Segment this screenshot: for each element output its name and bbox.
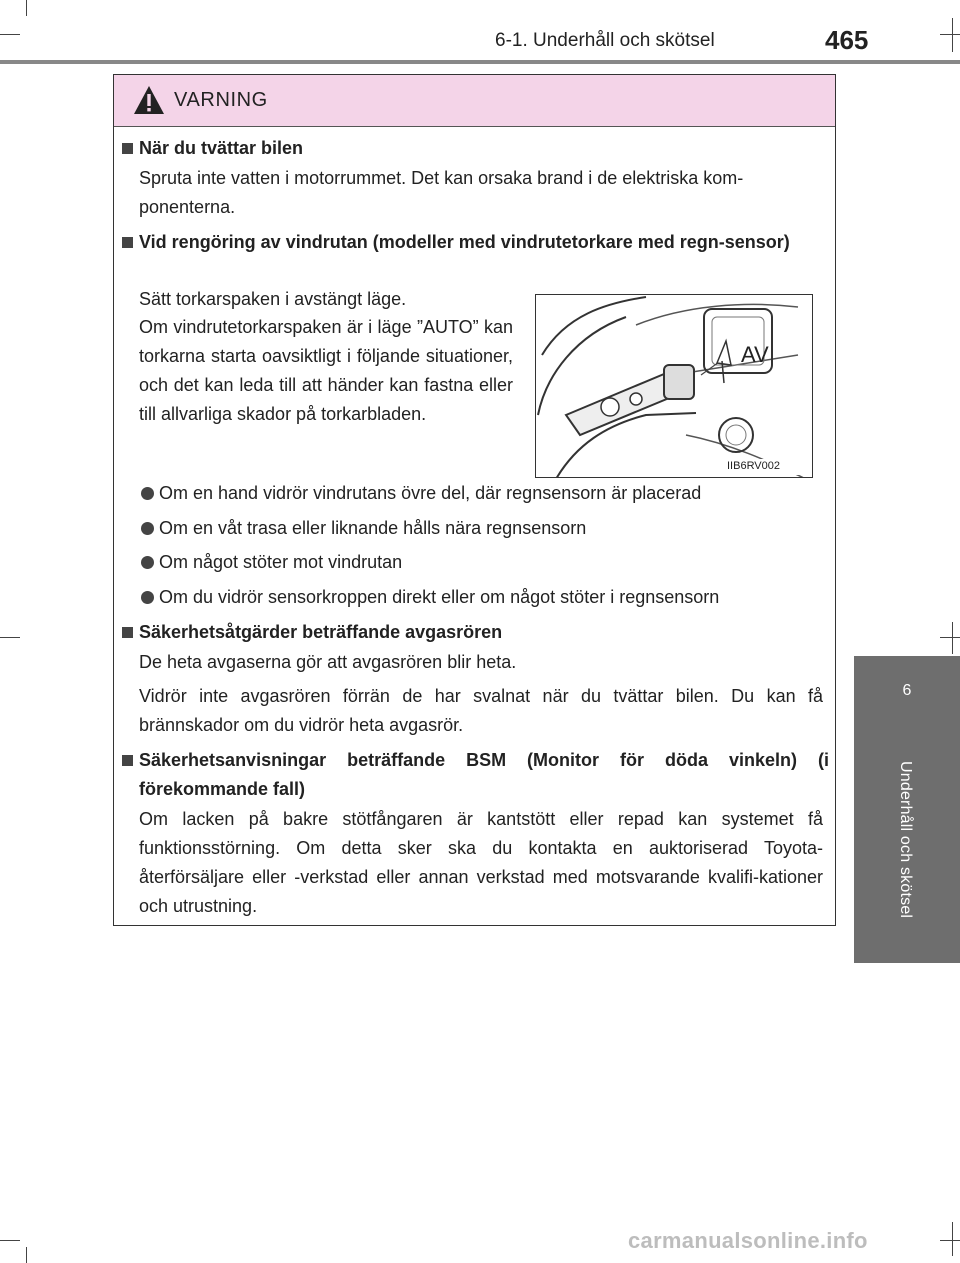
watermark: carmanualsonline.info [628,1228,868,1253]
bullet-dot [141,556,154,569]
chapter-title: Underhåll och skötsel [897,761,914,919]
crop-mark [952,622,953,654]
crop-mark [940,1240,960,1241]
section-marker [122,755,133,766]
crop-mark [26,1247,27,1263]
bullet-item: Om en hand vidrör vindrutans övre del, där regnsensorn är placerad [159,483,702,503]
bullet-item: Om något stöter mot vindrutan [159,552,403,572]
section-paragraph: Om lacken på bakre stötfångaren är kantstött eller repad kan systemet få funktionsstörning. Om detta sker ska du kontakta en auktoriserad Toyota-återförsäljare eller -verkstad eller annan verkstad med motsvarande kvalifi-kationer och utrustning. [139,809,823,916]
bullet-item: Om en våt trasa eller liknande hålls nära regnsensorn [159,518,587,538]
bullet-dot [141,522,154,535]
figure-code: IIB6RV002 [727,460,781,472]
warning-title: VARNING [174,89,268,111]
section-marker [122,627,133,638]
crop-mark [26,0,27,16]
section-heading: Vid rengöring av vindrutan (modeller med vindrutetorkare med regn-sensor) [139,232,790,252]
section-paragraph: Sätt torkarspaken i avstängt läge. [139,289,407,309]
crop-mark [0,34,20,35]
warning-triangle-icon [133,85,165,115]
crop-mark [0,637,20,638]
section-heading: Säkerhetsåtgärder beträffande avgasrören [139,622,503,642]
figure-label: AV [741,342,769,367]
crop-mark [952,1222,953,1256]
chapter-number: 6 [902,682,912,699]
crop-mark [940,637,960,638]
header-rule [0,60,960,64]
section-paragraph: Spruta inte vatten i motorrummet. Det kan orsaka brand i de elektriska kom-ponenterna. [139,168,744,217]
section-paragraph: Vidrör inte avgasrören förrän de har svalnat när du tvättar bilen. Du kan få brännskador om du vidrör heta avgasrör. [139,686,823,735]
crop-mark [952,18,953,52]
section-title: 6-1. Underhåll och skötsel [495,30,715,51]
crop-mark [940,34,960,35]
bullet-dot [141,487,154,500]
section-marker [122,237,133,248]
section-marker [122,143,133,154]
section-heading: Säkerhetsanvisningar beträffande BSM (Monitor för döda vinkeln) (i förekommande fall) [139,750,829,799]
chapter-tab [854,656,960,963]
wiper-lever-figure [535,294,813,478]
page-number: 465 [825,25,869,55]
section-paragraph: De heta avgaserna gör att avgasrören blir heta. [139,652,517,672]
section-paragraph: Om vindrutetorkarspaken är i läge ”AUTO” kan torkarna starta oavsiktligt i följande situationer, och det kan leda till att händer kan fastna eller till allvarliga skador på torkarbladen. [139,317,513,424]
section-heading: När du tvättar bilen [139,138,304,158]
wiper-lever-illustration [536,295,813,478]
bullet-item: Om du vidrör sensorkroppen direkt eller om något stöter i regnsensorn [159,587,720,607]
warning-header [114,75,835,127]
bullet-dot [141,591,154,604]
crop-mark [0,1240,20,1241]
